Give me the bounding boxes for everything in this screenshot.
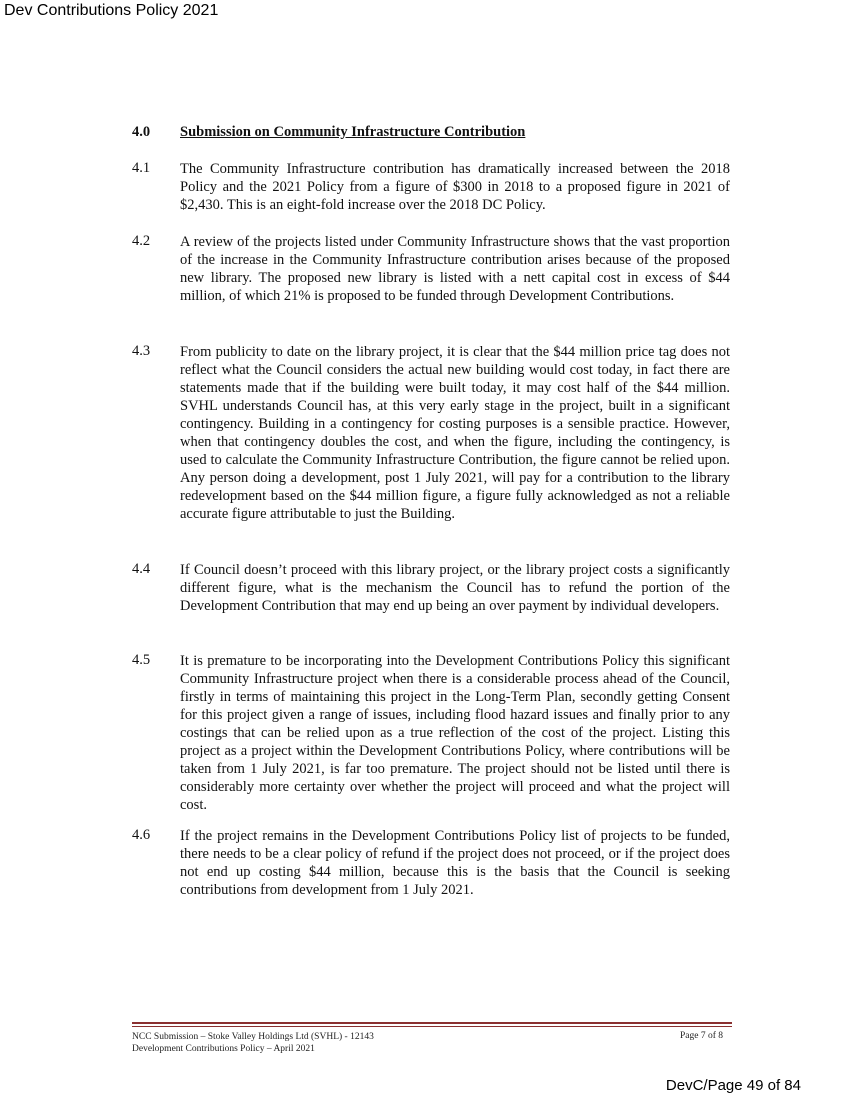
paragraph-number: 4.3 <box>132 343 151 359</box>
section-title: Submission on Community Infrastructure Contribution <box>180 124 526 140</box>
footer-submission-line: NCC Submission – Stoke Valley Holdings Ltd (SVHL) - 12143 <box>132 1032 374 1042</box>
footer-page-number: Page 7 of 8 <box>680 1031 724 1041</box>
footer-divider <box>132 1022 732 1024</box>
paragraph-number: 4.2 <box>132 233 151 249</box>
paragraph-text: A review of the projects listed under Community Infrastructure shows that the vast proportion of the increase in the Community Infrastructure contribution arises because of the proposed new library. The proposed new library is listed with a nett capital cost in excess of $44 million, of which 21% is proposed to be funded through Development Contributions. <box>180 234 730 304</box>
paragraph-text: The Community Infrastructure contribution has dramatically increased between the 2018 Policy and the 2021 Policy from a figure of $300 in 2018 to a proposed figure in 2021 of $2,430. This is an eight-fold increase over the 2018 DC Policy. <box>180 161 730 213</box>
paragraph-text: If Council doesn’t proceed with this library project, or the library project costs a significantly different figure, what is the mechanism the Council has to refund the portion of the Development Contribution that may end up being an over payment by individual developers. <box>180 562 730 614</box>
paragraph-text: It is premature to be incorporating into the Development Contributions Policy this significant Community Infrastructure project when there is a considerable process ahead of the Council, firstly in terms of maintaining this project in the Long-Term Plan, secondly getting Consent for this project given a range of issues, including flood hazard issues and finally prior to any costings that can be relied upon as a true reflection of the cost of the project. Listing this project as a project within the Development Contributions Policy, where contributions will be taken from 1 July 2021, is far too premature. The project should not be listed until there is considerably more certainty over whether the project will proceed and what the project will cost. <box>180 653 730 813</box>
paragraph-number: 4.5 <box>132 652 151 668</box>
document-page-number: DevC/Page 49 of 84 <box>665 1077 801 1094</box>
paragraph-number: 4.1 <box>132 160 151 176</box>
paragraph-number: 4.6 <box>132 827 151 843</box>
footer-divider-thin <box>132 1026 732 1027</box>
document-header-title: Dev Contributions Policy 2021 <box>4 2 219 19</box>
footer-policy-line: Development Contributions Policy – April 2021 <box>132 1044 315 1054</box>
paragraph-text: From publicity to date on the library project, it is clear that the $44 million price tag does not reflect what the Council considers the actual new building would cost today, in fact there are statements made that if the building were built today, it may cost half of the $44 million. SVHL understands Council has, at this very early stage in the project, built in a significant contingency. Building in a contingency for costing purposes is a sensible practice. However, when that contingency doubles the cost, and when the figure, including the contingency, is used to calculate the Community Infrastructure Contribution, the figure cannot be relied upon. Any person doing a development, post 1 July 2021, will pay for a contribution to the library redevelopment based on the $44 million figure, a figure fully acknowledged as not a reliable accurate figure attributable to just the Building. <box>180 344 730 522</box>
paragraph-number: 4.4 <box>132 561 151 577</box>
paragraph-text: If the project remains in the Development Contributions Policy list of projects to be funded, there needs to be a clear policy of refund if the project does not proceed, or if the project does not end up costing $44 million, because this is the basis that the Council is seeking contributions from development from 1 July 2021. <box>180 828 730 898</box>
section-number: 4.0 <box>132 124 151 140</box>
footer-left <box>132 1031 374 1055</box>
